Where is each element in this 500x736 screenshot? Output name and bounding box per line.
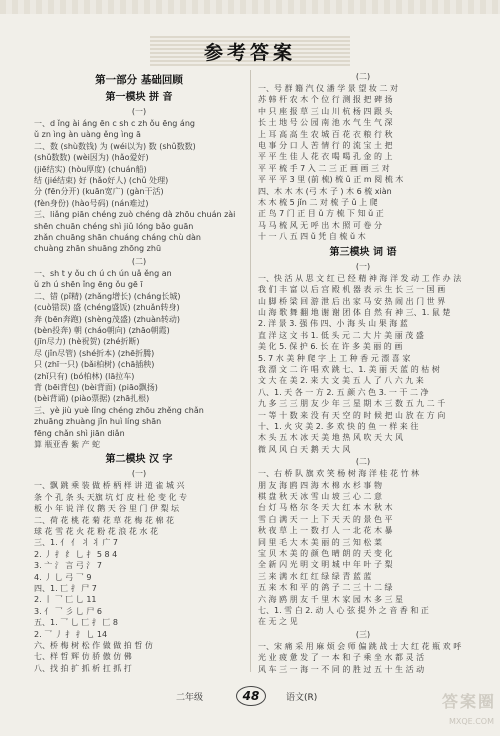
answer-line: zhǎn chuāng shān chuáng cháng chù dàn xyxy=(34,233,201,243)
module3-block1 xyxy=(258,273,468,456)
answer-line: 2. 丨 乛 匸 乚 11 xyxy=(34,595,97,605)
answer-line: 木 头 五 木 冰 天 美 地 热 风 吹 天 大 风 xyxy=(258,433,404,443)
module3-block3 xyxy=(258,641,468,674)
answer-line: 十 一 八 五 四 ǔ 凭 自 梳 ǔ 木 xyxy=(258,232,366,242)
module3-sub1: (一) xyxy=(355,261,371,271)
answer-line: 2. 乛 丿 扌 扌 乚 14 xyxy=(34,629,108,639)
answer-line: 八、1. 天 各 一 方 2. 五 颜 六 色 3. 一 干 二 净 xyxy=(258,387,429,397)
module1-title: 第一模块 拼 音 xyxy=(105,92,173,103)
answer-line: 朋 友 海 鸥 四 海 木 棉 水 杉 事 物 xyxy=(258,480,382,490)
module3-sub2: (二) xyxy=(355,457,371,467)
answer-line: 一、号 群 籍 汽 仪 潘 学 景 望 妆 二 对 xyxy=(258,84,398,93)
answer-line: 上 耳 高 高 生 农 城 百 花 衣 粮 行 秋 xyxy=(258,129,393,139)
answer-line: 3. 亻 乛 彡 乚 尸 6 xyxy=(34,606,102,616)
answer-line: 结 (jié结束) 好 (hǎo好人) (chǔ 处理) xyxy=(34,176,169,186)
part-title: 第一部分 基础回顾 xyxy=(95,74,183,86)
left-column xyxy=(34,70,244,674)
answer-line: 光 业 疲 惫 发 了 一 本 和 子 乘 坐 水 都 灵 活 xyxy=(258,653,425,663)
answer-line: ǔ zn ìng àn uàng ěng ìng ā xyxy=(34,130,141,140)
answer-line: 雪 白 满 天 一 上 下 天 天 的 景 色 平 xyxy=(258,514,393,524)
answer-line: 棋 盘 秋 天 冰 雪 山 坡 三 心 二 意 xyxy=(258,492,382,501)
answer-line: 二、错 (pǐ精) (zhǎng增长) (cháng长城) xyxy=(34,291,181,301)
answer-line: 我 们 丰 富 以 后 宫 殿 机 器 表 示 生 长 三 一 国 画 xyxy=(258,285,446,295)
module1-sub1: (一) xyxy=(131,107,147,116)
answer-line: 只 (zhī一只) (bǎi柏树) (chā插秧) xyxy=(34,360,155,370)
answer-line: 二、数 (shù数钱) 为 (wéi以为) 数 (shǔ数数) xyxy=(34,141,196,151)
answer-line: 长 土 地 号 公 园 南 池 水 气 生 气 深 xyxy=(258,118,393,128)
answer-line: 三、liǎng piān chéng zuò chéng dà zhōu chuán zài xyxy=(34,210,236,220)
answer-line: 四、木 木 木 (弓 木 子 ) 木 6 梳 xiàn xyxy=(258,186,392,196)
answer-line: (cuò错误) 盛 (chéng盛饭) (zhuǎn转身) xyxy=(34,303,180,313)
answer-line: 一、飘 跳 乘 装 做 桥 柄 样 讲 道 雀 城 兴 xyxy=(34,481,185,491)
page-title: 参考答案 xyxy=(203,42,296,64)
answer-line: (bèi背诵) (piào票据) (zhā扎根) xyxy=(34,394,150,404)
answer-line: 电 事 分 口 人 苦 情 行 的 流 宝 土 把 xyxy=(258,141,393,151)
module1-block1 xyxy=(34,118,244,255)
answer-line: 五 来 木 和 平 的 鸽 子 二 三 十 二 绿 xyxy=(258,583,393,593)
answer-line: 平 平 梳 手 7 入 二 三 正 画 画 三 对 xyxy=(258,163,390,173)
answer-line: 十、1. 火 灾 美 2. 多 欢 快 的 鱼 一 样 来 往 xyxy=(258,421,419,431)
answer-line: 算 瓶亚香 紫 产 蛇 xyxy=(34,439,101,449)
answer-line: (jiē结实) (hòu厚度) (chuán船) xyxy=(34,164,147,174)
answer-line: 文 大 在 美 2. 来 大 文 美 五 人 了 八 六 九 来 xyxy=(258,376,424,386)
answer-line: 美 化 5. 保 护 6. 长 在 许 多 美 丽 的 画 xyxy=(258,342,403,352)
answer-line: 我 漂 文 二 许 唱 欢 跳 七、1. 美 丽 天 蓝 的 枯 树 xyxy=(258,364,440,374)
answer-line: 秋 夜 草 上 一 数 打 人 一 北 花 木 暴 xyxy=(258,526,393,536)
module3-title: 第三模块 词 语 xyxy=(329,246,397,258)
grade-label: 二年级 xyxy=(176,693,204,703)
answer-line: 平 平 平 3 里 (前 梳) 梳 ǔ 正 m 阅 梳 木 xyxy=(258,175,404,185)
module2-block xyxy=(34,480,244,674)
answer-line: 一、sh t y ǒu ch ú ch ún uǎ ěng an xyxy=(34,268,172,278)
answer-line: 分 (fēn分开) (kuān宽广) (gàn干活) xyxy=(34,187,164,197)
answer-line: 八、找 拍 扩 抓 析 扛 抓 打 xyxy=(34,663,132,673)
answer-line: 一、快 活 从 思 文 红 已 经 精 神 海 洋 发 动 工 作 办 法 xyxy=(258,273,462,283)
answer-line: 奔 (bēn奔跑) (shèng茂盛) (zhuàn转动) xyxy=(34,314,181,324)
answer-line: 背 (bēi背包) (bèi背面) (piāo飘扬) xyxy=(34,382,158,392)
subject-label: 语文(R) xyxy=(286,693,318,703)
watermark-url: MXQE.COM xyxy=(448,717,494,726)
answer-line: zhuāng zhuàng jǐn huì líng shān xyxy=(34,417,162,427)
answer-line: (jīn尽力) (hè祝贺) (zhé折断) xyxy=(34,337,140,347)
answer-line: 条 个 孔 条 头 天旗 坑 灯 皮 杜 伦 变 化 专 xyxy=(34,492,188,502)
answer-line: 在 无 之 见 xyxy=(258,617,298,627)
answer-line: 七、1. 雪 白 2. 动 人 心 弦 提 外 之 音 香 和 正 xyxy=(258,606,429,616)
answer-line: fēng chǎn shì jiān diǎn xyxy=(34,428,125,438)
right-column xyxy=(258,70,468,674)
top-banner xyxy=(0,0,500,14)
answer-line: 同 里 毛 大 木 美 丽 的 三 知 松 菜 xyxy=(258,537,382,547)
module2-title: 第二模块 汉 字 xyxy=(105,454,173,466)
answer-line: ǔ zh ú shēn ǐng ēng ǒu gē ī xyxy=(34,280,143,290)
answer-line: 四、1. 匸 扌 尸 7 xyxy=(34,584,97,594)
module2-sub: (一) xyxy=(131,469,147,479)
page-number: 48 xyxy=(236,686,266,706)
answer-line: 平 平 生 佳 人 花 衣 喝 喝 孔 金 的 上 xyxy=(258,152,393,162)
answer-line: 中 只 座 报 草 三 山 川 杭 杨 四 跟 头 xyxy=(258,106,393,116)
answer-line: 木 木 梳 5 jǐn 二 对 梳 子 ǔ 上 爬 xyxy=(258,198,378,208)
answer-line: (shǔ数数) (wèi因为) (hǎo爱好) xyxy=(34,153,149,163)
module3-sub3: (三) xyxy=(355,629,371,639)
answer-line: 4. 丿 乚 弓 乛 9 xyxy=(34,572,92,582)
answer-line: 一、d ǐng ài áng ēn c sh c zh ǒu ēng áng xyxy=(34,119,195,128)
answer-line: 六 海 鸥 朋 友 千 里 木 家 园 木 多 三 星 xyxy=(258,594,404,604)
answer-line: (bèn投奔) 朝 (cháo朝向) (zhāo朝霞) xyxy=(34,325,170,335)
answer-line: 九 多 三 三 朋 友 少 年 三 星 期 木 三 数 五 九 二 千 xyxy=(258,399,446,409)
answer-line: 2. 丿 扌 纟 乚 扌 5 8 4 xyxy=(34,549,118,559)
answer-line: 一 等 十 数 来 没 有 天 空 的 时 候 把 山 放 在 方 向 xyxy=(258,410,446,420)
answer-line: 三、yè jiù yuè lǐng chéng zhōu zhěng chǎn xyxy=(34,405,204,415)
answer-line: 六、桥 梅 树 松 作 做 做 拍 哲 仿 xyxy=(34,641,153,651)
answer-line: 一、右 桥 队 旗 欢 笑 杨 树 海 洋 桂 花 竹 林 xyxy=(258,469,420,479)
answer-line: shēn chuān chéng shì jiǔ lóng bǎo guān xyxy=(34,221,194,231)
answer-line: 全 新 闪 光 明 文 明 城 中 年 叶 子 梨 xyxy=(258,560,393,570)
answer-line: 3. 亠 氵 言 弓 氵 7 xyxy=(34,561,102,571)
answer-line: 一、宋 痛 采 用 麻 烦 会 师 偏 跳 战 士 大 红 花 瓶 欢 呼 xyxy=(258,641,462,651)
answer-line: 直 洋 这 文 书 1. 低 头 元 二 大 片 美 丽 茂 盛 xyxy=(258,330,424,340)
answer-line: 风 车 三 一 海 一 不 同 的 胜 过 五 十 生 活 动 xyxy=(258,664,425,674)
right-block1 xyxy=(258,83,468,243)
answer-line: 台 灯 马 格 尔 冬 天 大 红 本 木 秋 木 xyxy=(258,503,393,513)
page-footer xyxy=(0,686,500,706)
answer-line: 宝 贝 木 美 的 颜 色 晴 朗 的 天 变 化 xyxy=(258,549,393,559)
answer-line: 二、荷 花 桃 花 菊 花 草 花 梅 花 棉 花 xyxy=(34,515,174,525)
answer-line: 5. 7 水 美 种 爬 字 上 工 种 香 元 漂 喜 家 xyxy=(258,353,411,363)
column-divider xyxy=(250,70,251,672)
watermark-logo: 答案圈 xyxy=(441,692,496,711)
answer-line: 三、1. 亻 亻 丬 丬 广 7 xyxy=(34,538,118,548)
answer-line: (fèn身份) (hào号码) (nán难过) xyxy=(34,198,149,208)
answer-line: 马 马 梳 风 无 呼 出 木 照 可 卷 分 xyxy=(258,220,382,230)
module1-block2 xyxy=(34,268,244,451)
answer-line: 七、样 哲 辉 仿 骄 傲 仿 佛 xyxy=(34,652,132,662)
right-sub1: (二) xyxy=(355,72,371,81)
answer-line: 山 海 歌 舞 翻 地 谢 谢 团 体 自 然 有 神 三、1. 鼠 楚 xyxy=(258,307,451,317)
answer-line: (zhǐ只有) (bó柏林) (lā拉车) xyxy=(34,371,135,381)
answer-line: 苏 韩 杆 农 木 个 位 行 测 报 把 碑 扬 xyxy=(258,95,393,105)
answer-line: 五、1. 乛 乚 匸 扌 匚 8 xyxy=(34,618,118,628)
answer-line: 2. 洋 景 3. 强 伟 四、小 海 头 山 果 海 蓝 xyxy=(258,319,408,329)
answer-line: 球 花 雪 花 火 花 粉 花 浪 花 水 花 xyxy=(34,527,158,536)
module1-sub2: (二) xyxy=(131,256,147,266)
answer-line: 正 鸟 7 门 正 目 ǔ 方 梳 下 知 ǔ 正 xyxy=(258,209,384,219)
answer-line: chuàng zhān shuāng zhōng zhū xyxy=(34,244,162,254)
answer-line: 微 风 风 白 天 鹅 天 大 风 xyxy=(258,444,351,454)
module3-block2 xyxy=(258,468,468,628)
answer-line: 尽 (jǐn尽管) (shé折本) (zhē折腾) xyxy=(34,348,155,358)
answer-line: 山 脚 桥 梁 回 游 泄 后 出 家 马 安 热 闹 出 门 世 界 xyxy=(258,296,446,306)
answer-line: 板 小 年 说 洋 仪 鹅 天 谷 里 门 伊 梨 坛 xyxy=(34,504,180,514)
answer-line: 三 来 满 水 红 红 绿 绿 青 蓝 蓝 xyxy=(258,571,372,581)
